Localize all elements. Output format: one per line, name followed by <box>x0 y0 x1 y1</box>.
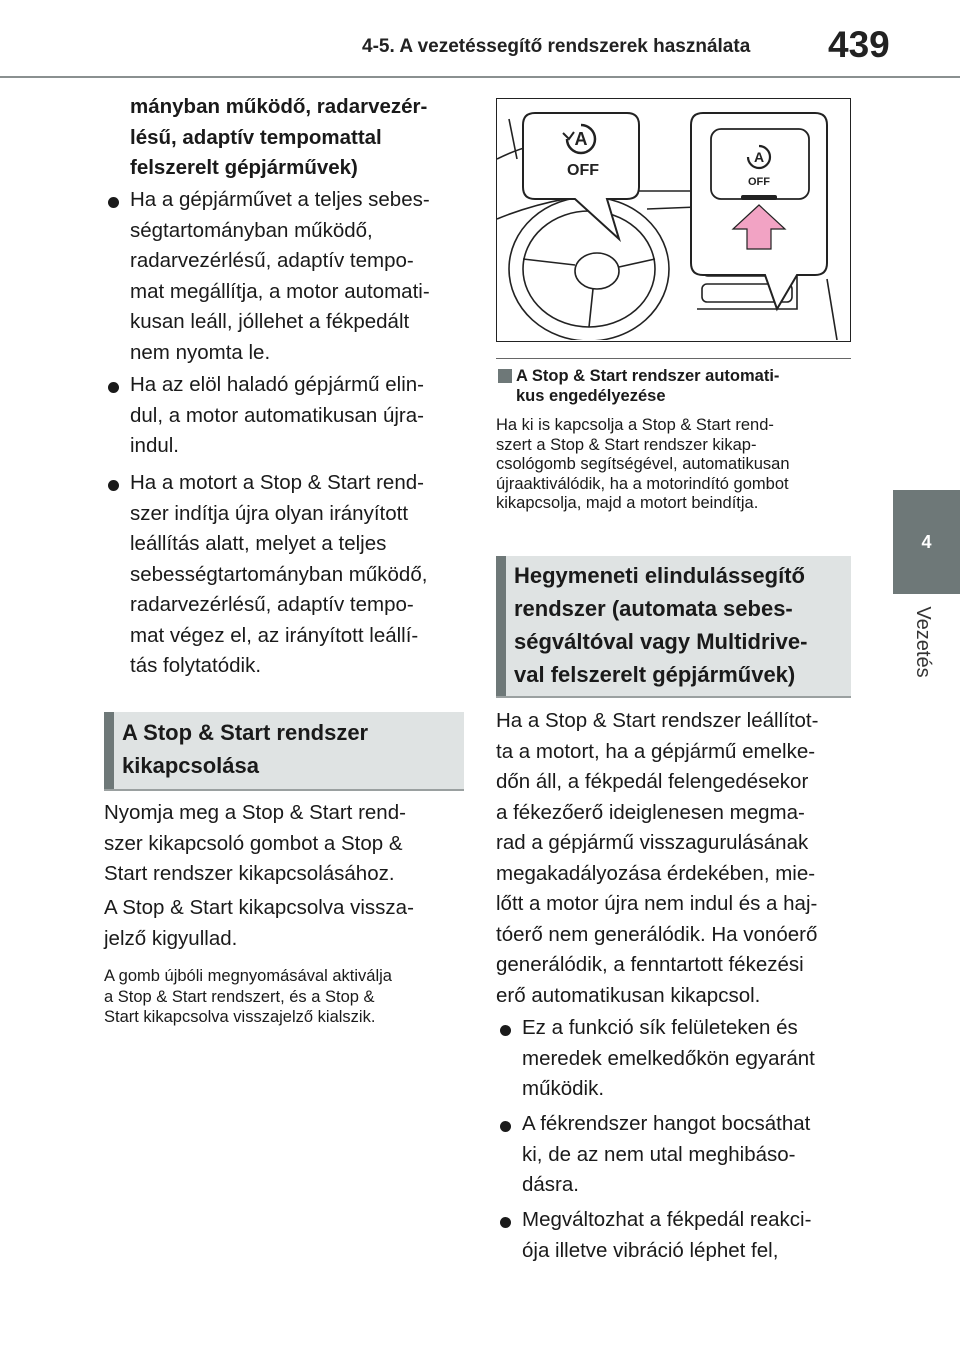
dashboard-illustration <box>497 99 849 340</box>
section-header-rule <box>496 696 851 698</box>
bullet-icon <box>500 1121 511 1132</box>
paragraph-indicator-lights: A Stop & Start kikapcsolva vissza- jelző kigyullad. <box>104 896 414 950</box>
chapter-number: 4 <box>921 531 932 552</box>
right-bullet-3: Megváltozhat a fékpedál reakci- ója illetve vibráció léphet fel, <box>522 1208 812 1262</box>
callout-right-label: OFF <box>748 176 770 188</box>
bullet-icon <box>108 480 119 491</box>
running-header-title: 4-5. A vezetéssegítő rendszerek használata <box>362 36 751 57</box>
left-bullet-1: Ha a gépjárművet a teljes sebes- ségtartományban működő, radarvezérlésű, adaptív tempo- mat megállítja, a motor automati- kusan leáll, jóllehet a fékpedált nem nyomta le. <box>130 188 430 364</box>
chapter-label: Vezetés <box>912 606 934 678</box>
intro-bold-text: mányban működő, radarvezér- lésű, adaptív tempomattal felszerelt gépjárművek) <box>130 95 428 179</box>
right-bullet-2: A fékrendszer hangot bocsáthat ki, de az nem utal meghibáso- dásra. <box>522 1112 811 1196</box>
page-number: 439 <box>828 24 890 65</box>
left-bullet-2: Ha az elöl haladó gépjármű elin- dul, a motor automatikusan újra- indul. <box>130 373 425 457</box>
bullet-icon <box>500 1217 511 1228</box>
subsection-body: Ha ki is kapcsolja a Stop & Start rend- szert a Stop & Start rendszer kikap- csológomb segítségével, automatikusan újraaktiválódik, ha a motorindító gombot kikapcsolja, majd a motort beindítja. <box>496 416 790 512</box>
paragraph-press-button: Nyomja meg a Stop & Start rend- szer kikapcsoló gombot a Stop & Start rendszer kikapcsolásához. <box>104 801 406 885</box>
paragraph-hill-start: Ha a Stop & Start rendszer leállítot- ta a motort, ha a gépjármű emelke- dőn áll, a fékpedál felengedésekor a fékezőerő ideiglenesen megma- rad a gépjármű visszagurulásának megakadályozása érdekében, mie- lőtt a motor újra nem indul és a haj- tóerő nem generálódik. Ha vonóerő generálódik, a fenntartott fékezési erő automatikusan kikapcsol. <box>496 709 819 1007</box>
bullet-icon <box>500 1025 511 1036</box>
figure-divider <box>496 358 851 359</box>
header-rule <box>0 76 960 78</box>
left-bullet-3: Ha a motort a Stop & Start rend- szer indítja újra olyan irányított leállítás alatt, melyet a teljes sebességtartományban működő, radarvezérlésű, adaptív tempo- mat végez el, az irányított leállí- tás folytatódik. <box>130 471 428 677</box>
right-bullet-1: Ez a funkció sík felületeken és meredek emelkedőkön egyaránt működik. <box>522 1016 815 1100</box>
bullet-icon <box>108 382 119 393</box>
section-header-hill-start: Hegymeneti elindulássegítő rendszer (automata sebes- ségváltóval vagy Multidrive- val felszerelt gépjárművek) <box>496 556 851 696</box>
a-off-letter: A <box>574 129 588 149</box>
subsection-square-icon <box>498 369 512 383</box>
section-header-rule <box>104 789 464 791</box>
svg-text:A: A <box>753 149 765 165</box>
callout-left-label: OFF <box>567 162 599 179</box>
subsection-title: A Stop & Start rendszer automati- kus engedélyezése <box>516 367 780 405</box>
note-reactivate: A gomb újbóli megnyomásával aktiválja a Stop & Start rendszert, és a Stop & Start kikapcsolva visszajelző kialszik. <box>104 967 392 1026</box>
bullet-icon <box>108 197 119 208</box>
section-header-stop-start-off: A Stop & Start rendszer kikapcsolása <box>104 712 464 789</box>
figure-stop-start-switch <box>496 98 851 342</box>
chapter-tab <box>893 490 960 594</box>
